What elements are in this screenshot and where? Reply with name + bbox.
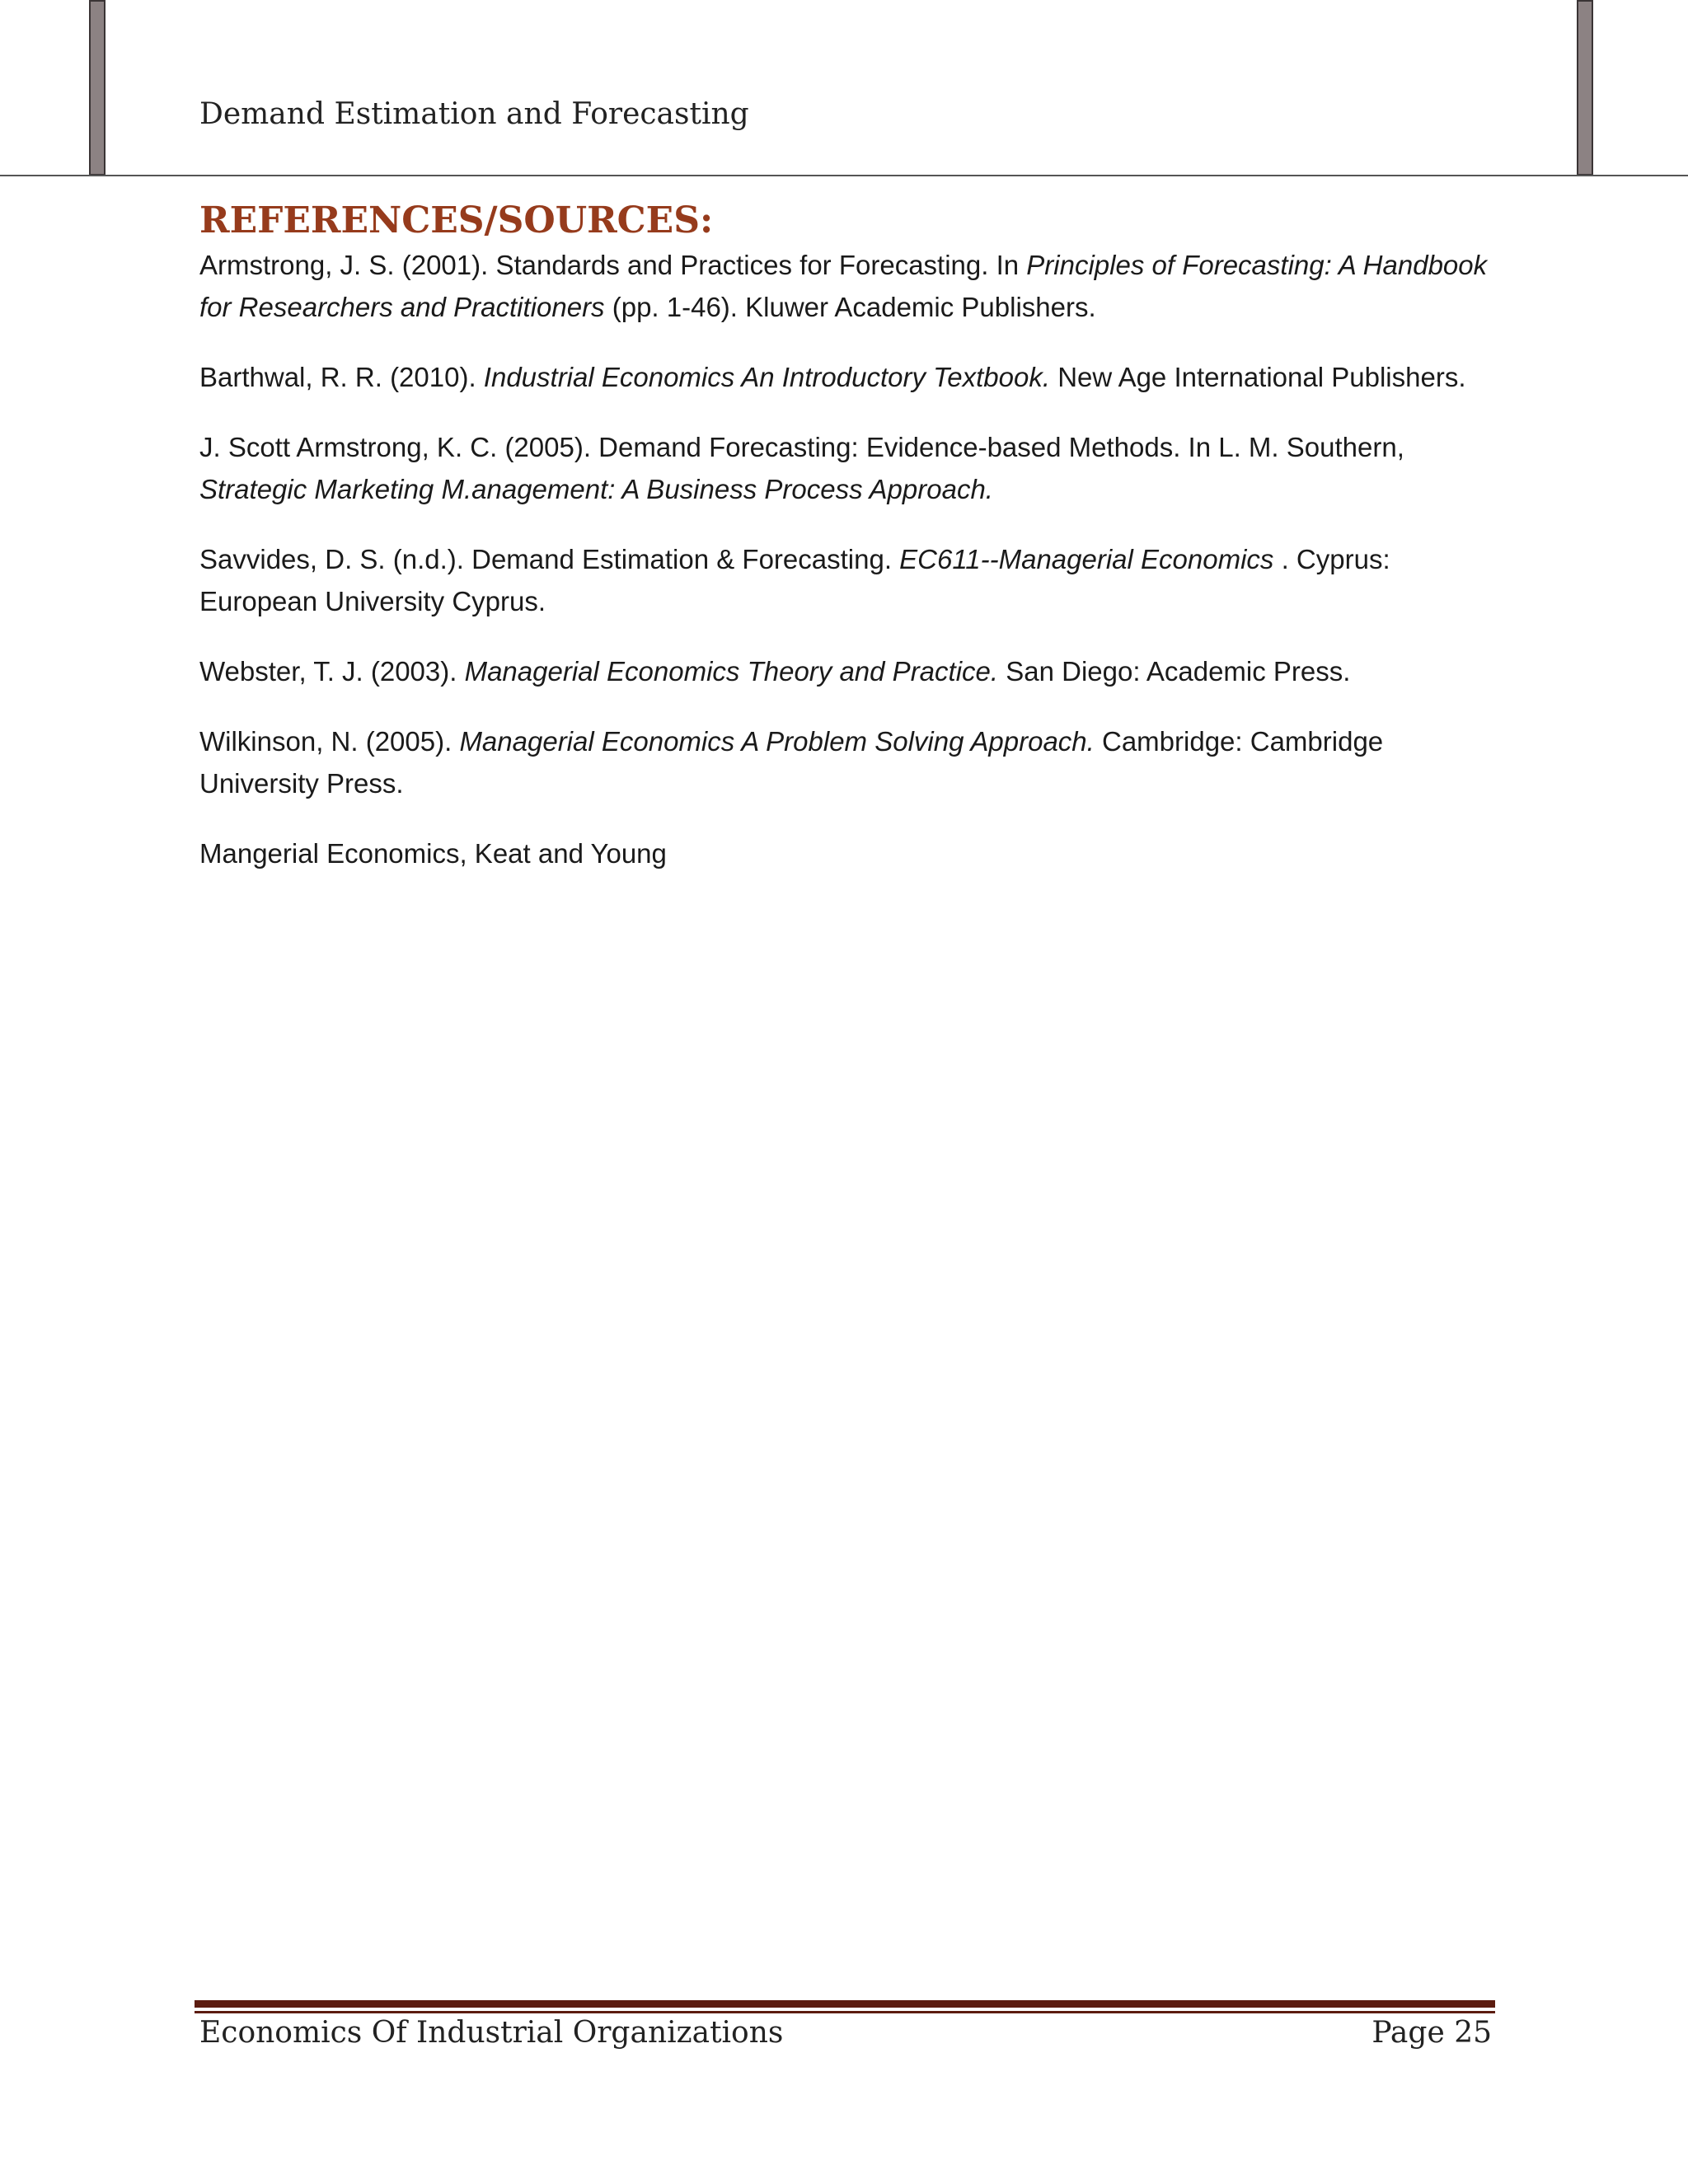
reference-text: New Age International Publishers.	[1050, 362, 1466, 392]
reference-title: Principles of Forecasting: A Handbook for Researchers and Practitioners	[199, 250, 1488, 322]
reference-item	[199, 244, 1493, 328]
reference-text: Wilkinson, N. (2005).	[199, 726, 460, 757]
reference-item	[199, 720, 1493, 804]
reference-text: Savvides, D. S. (n.d.). Demand Estimation & Forecasting.	[199, 544, 900, 574]
reference-text: (pp. 1-46). Kluwer Academic Publishers.	[604, 292, 1096, 322]
reference-title: Managerial Economics Theory and Practice.	[464, 656, 999, 687]
reference-item	[199, 538, 1493, 622]
header-left-bar	[89, 0, 106, 176]
reference-text: Armstrong, J. S. (2001). Standards and Practices for Forecasting. In	[199, 250, 1027, 280]
reference-text: J. Scott Armstrong, K. C. (2005). Demand Forecasting: Evidence-based Methods. In L. M. Southern,	[199, 432, 1404, 462]
footer-book-title: Economics Of Industrial Organizations	[199, 2016, 784, 2050]
reference-item	[199, 426, 1493, 510]
reference-text: Barthwal, R. R. (2010).	[199, 362, 484, 392]
reference-item	[199, 650, 1493, 692]
section-heading: REFERENCES/SOURCES:	[199, 199, 714, 241]
reference-title: Industrial Economics An Introductory Textbook.	[483, 362, 1051, 392]
footer-divider-thin	[195, 2011, 1495, 2013]
reference-text: Mangerial Economics, Keat and Young	[199, 838, 667, 869]
reference-item	[199, 356, 1493, 398]
main-content	[199, 198, 1493, 902]
reference-text: Cambridge: Cambridge University Press.	[199, 726, 1384, 799]
reference-text: Webster, T. J. (2003).	[199, 656, 465, 687]
reference-text: . Cyprus: European University Cyprus.	[199, 544, 1390, 616]
reference-title: Managerial Economics A Problem Solving Approach.	[459, 726, 1095, 757]
reference-title: Strategic Marketing M.anagement: A Business Process Approach.	[199, 474, 993, 504]
page-number: Page 25	[1372, 2016, 1492, 2050]
reference-title: EC611--Managerial Economics	[899, 544, 1274, 574]
header-title: Demand Estimation and Forecasting	[199, 97, 749, 131]
footer-divider-thick	[195, 2000, 1495, 2008]
header-right-bar	[1577, 0, 1593, 176]
header-divider	[0, 175, 1688, 176]
reference-text: San Diego: Academic Press.	[998, 656, 1351, 687]
reference-item	[199, 832, 1493, 874]
